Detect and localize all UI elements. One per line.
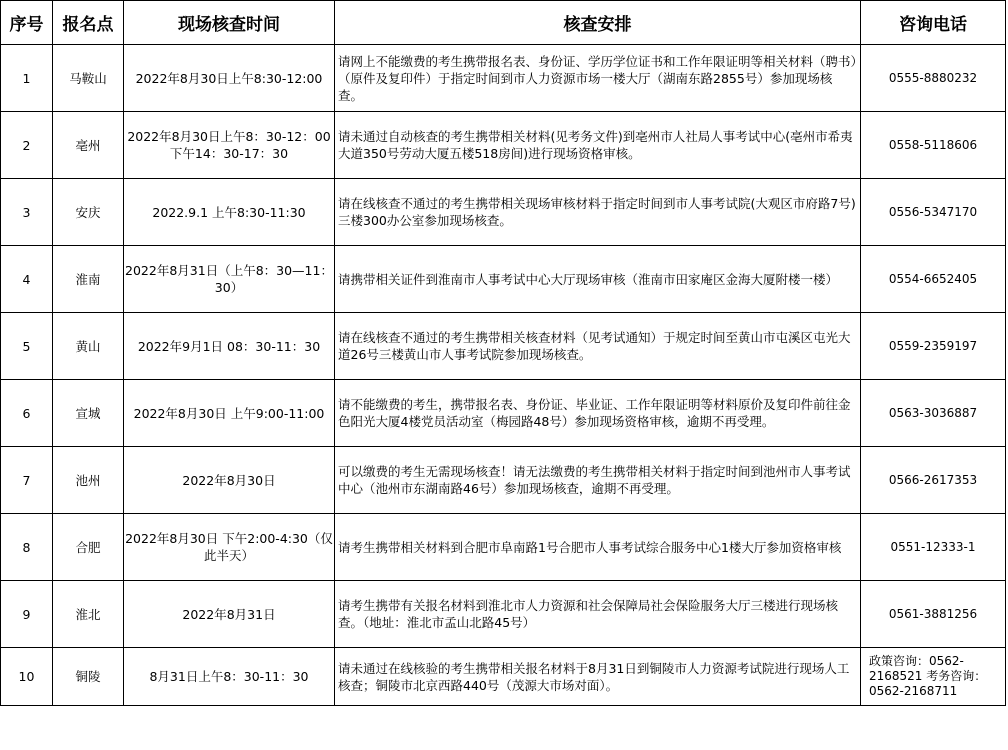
row-phone: 0559-2359197 <box>861 313 1006 380</box>
row-number: 5 <box>1 313 53 380</box>
row-arrangement: 请考生携带有关报名材料到淮北市人力资源和社会保障局社会保险服务大厅三楼进行现场核查。（地址：淮北市孟山北路45号） <box>335 581 861 648</box>
row-arrangement: 可以缴费的考生无需现场核查！请无法缴费的考生携带相关材料于指定时间到池州市人事考试中心（池州市东湖南路46号）参加现场核查，逾期不再受理。 <box>335 447 861 514</box>
row-phone: 0556-5347170 <box>861 179 1006 246</box>
row-phone: 0551-12333-1 <box>861 514 1006 581</box>
row-number: 10 <box>1 648 53 706</box>
row-time: 2022年8月30日上午8:30-12:00 <box>124 45 335 112</box>
row-time: 2022年8月30日 上午9:00-11:00 <box>124 380 335 447</box>
header-time: 现场核查时间 <box>124 1 335 45</box>
row-site: 铜陵 <box>53 648 124 706</box>
row-arrangement: 请考生携带相关材料到合肥市阜南路1号合肥市人事考试综合服务中心1楼大厅参加资格审核 <box>335 514 861 581</box>
row-number: 4 <box>1 246 53 313</box>
row-site: 淮北 <box>53 581 124 648</box>
table-row <box>1 246 1006 313</box>
header-arrangement: 核查安排 <box>335 1 861 45</box>
table-row <box>1 581 1006 648</box>
table-row <box>1 112 1006 179</box>
table-row <box>1 514 1006 581</box>
row-time: 2022年8月30日 <box>124 447 335 514</box>
row-number: 6 <box>1 380 53 447</box>
row-site: 黄山 <box>53 313 124 380</box>
row-time: 2022年8月30日 下午2:00-4:30（仅此半天） <box>124 514 335 581</box>
row-phone: 0558-5118606 <box>861 112 1006 179</box>
row-number: 9 <box>1 581 53 648</box>
row-phone: 0566-2617353 <box>861 447 1006 514</box>
row-site: 亳州 <box>53 112 124 179</box>
row-time: 2022年8月30日上午8：30-12：00 下午14：30-17：30 <box>124 112 335 179</box>
row-time: 2022年9月1日 08：30-11：30 <box>124 313 335 380</box>
row-arrangement: 请未通过自动核查的考生携带相关材料(见考务文件)到亳州市人社局人事考试中心(亳州市希夷大道350号劳动大厦五楼518房间)进行现场资格审核。 <box>335 112 861 179</box>
row-time: 2022年8月31日 <box>124 581 335 648</box>
row-number: 2 <box>1 112 53 179</box>
row-time: 8月31日上午8：30-11：30 <box>124 648 335 706</box>
header-number: 序号 <box>1 1 53 45</box>
row-phone: 政策咨询：0562-2168521 考务咨询：0562-2168711 <box>861 648 1006 706</box>
row-site: 安庆 <box>53 179 124 246</box>
table-row <box>1 313 1006 380</box>
row-arrangement: 请网上不能缴费的考生携带报名表、身份证、学历学位证书和工作年限证明等相关材料（聘书）（原件及复印件）于指定时间到市人力资源市场一楼大厅（湖南东路2855号）参加现场核查。 <box>335 45 861 112</box>
row-site: 宣城 <box>53 380 124 447</box>
row-number: 8 <box>1 514 53 581</box>
row-number: 3 <box>1 179 53 246</box>
row-phone: 0555-8880232 <box>861 45 1006 112</box>
row-site: 马鞍山 <box>53 45 124 112</box>
row-arrangement: 请在线核查不通过的考生携带相关现场审核材料于指定时间到市人事考试院(大观区市府路7号)三楼300办公室参加现场核查。 <box>335 179 861 246</box>
row-time: 2022.9.1 上午8:30-11:30 <box>124 179 335 246</box>
row-phone: 0561-3881256 <box>861 581 1006 648</box>
row-site: 淮南 <box>53 246 124 313</box>
row-arrangement: 请不能缴费的考生，携带报名表、身份证、毕业证、工作年限证明等材料原价及复印件前往金色阳光大厦4楼党员活动室（梅园路48号）参加现场资格审核，逾期不再受理。 <box>335 380 861 447</box>
row-number: 7 <box>1 447 53 514</box>
row-phone: 0563-3036887 <box>861 380 1006 447</box>
header-phone: 咨询电话 <box>861 1 1006 45</box>
table-row <box>1 447 1006 514</box>
table-row <box>1 45 1006 112</box>
row-arrangement: 请携带相关证件到淮南市人事考试中心大厅现场审核（淮南市田家庵区金海大厦附楼一楼） <box>335 246 861 313</box>
table-header-row <box>1 1 1006 45</box>
row-number: 1 <box>1 45 53 112</box>
row-time: 2022年8月31日（上午8：30—11：30） <box>124 246 335 313</box>
table-row <box>1 648 1006 706</box>
table-row <box>1 380 1006 447</box>
header-site: 报名点 <box>53 1 124 45</box>
row-site: 池州 <box>53 447 124 514</box>
row-phone: 0554-6652405 <box>861 246 1006 313</box>
row-arrangement: 请未通过在线核验的考生携带相关报名材料于8月31日到铜陵市人力资源考试院进行现场人工核查；铜陵市北京西路440号（茂源大市场对面）。 <box>335 648 861 706</box>
row-site: 合肥 <box>53 514 124 581</box>
row-arrangement: 请在线核查不通过的考生携带相关核查材料（见考试通知）于规定时间至黄山市屯溪区屯光大道26号三楼黄山市人事考试院参加现场核查。 <box>335 313 861 380</box>
table-row <box>1 179 1006 246</box>
